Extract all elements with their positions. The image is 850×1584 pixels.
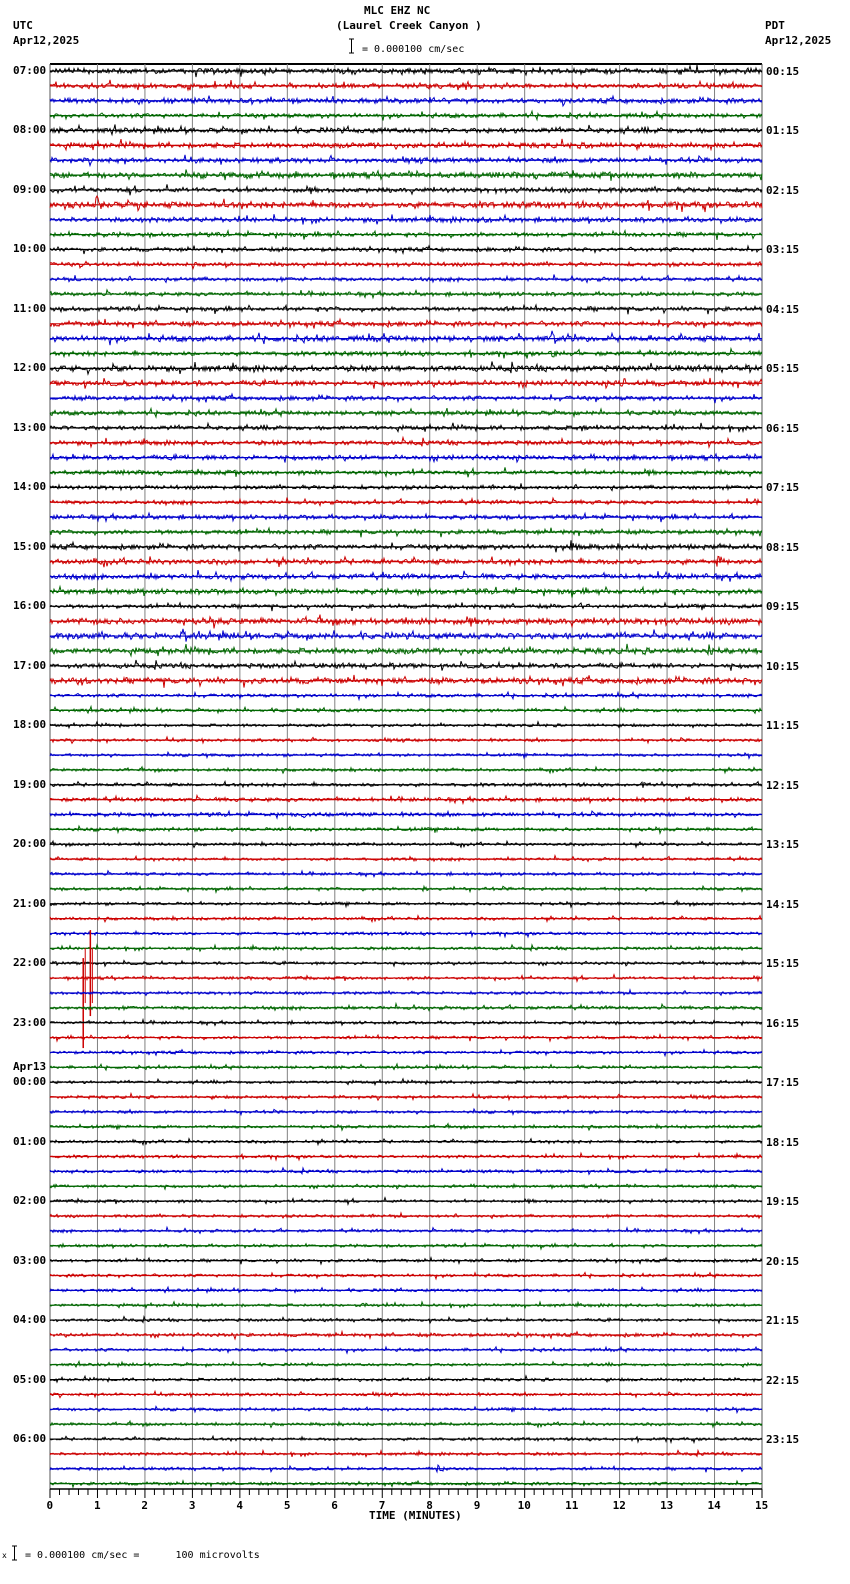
- utc-hour-label: 03:00: [13, 1253, 47, 1267]
- utc-hour-label: 05:00: [13, 1372, 47, 1386]
- right-date: Apr12,2025: [765, 34, 832, 47]
- utc-hour-label: 23:00: [13, 1015, 47, 1029]
- left-date: Apr12,2025: [13, 34, 80, 47]
- footer-scale-text: = 0.000100 cm/sec = 100 microvolts: [25, 1550, 260, 1561]
- trace-line: [50, 305, 762, 314]
- pdt-hour-label: 07:15: [766, 481, 800, 495]
- pdt-hour-label: 21:15: [766, 1314, 800, 1328]
- pdt-hour-label: 11:15: [766, 719, 800, 733]
- x-axis-label: TIME (MINUTES): [369, 1509, 462, 1522]
- trace-line: [50, 675, 762, 688]
- utc-hour-label: 09:00: [13, 182, 47, 196]
- pdt-hour-label: 20:15: [766, 1254, 800, 1268]
- x-tick-label: 2: [141, 1499, 149, 1512]
- pdt-hour-label: 09:15: [766, 600, 800, 614]
- utc-hour-label: 20:00: [13, 837, 47, 851]
- pdt-hour-label: 18:15: [766, 1135, 800, 1149]
- utc-hour-label: 08:00: [13, 123, 47, 137]
- x-tick-label: 6: [331, 1499, 338, 1512]
- utc-hour-label: 10:00: [13, 242, 47, 256]
- trace-line: [50, 231, 762, 240]
- trace-line: [50, 196, 762, 212]
- trace-line: [50, 629, 762, 642]
- pdt-hour-label: 03:15: [766, 243, 800, 257]
- pdt-hour-label: 17:15: [766, 1076, 800, 1090]
- date-change-label: Apr13: [13, 1060, 47, 1074]
- right-timezone: PDT: [765, 19, 785, 32]
- trace-line: [50, 454, 762, 463]
- x-tick-label: 7: [378, 1499, 386, 1512]
- pdt-hour-label: 12:15: [766, 778, 800, 792]
- pdt-hour-label: 06:15: [766, 421, 800, 435]
- trace-line: [50, 125, 762, 135]
- trace-line: [50, 498, 762, 506]
- pdt-hour-label: 22:15: [766, 1373, 800, 1387]
- trace-line: [50, 80, 762, 90]
- utc-hour-label: 18:00: [13, 718, 47, 732]
- x-tick-label: 8: [426, 1499, 433, 1512]
- trace-line: [50, 644, 762, 656]
- x-tick-label: 11: [565, 1499, 579, 1512]
- x-tick-label: 1: [93, 1499, 101, 1512]
- utc-hour-label: 12:00: [13, 361, 47, 375]
- x-tick-label: 15: [755, 1499, 769, 1512]
- station-title: MLC EHZ NC: [364, 4, 431, 17]
- x-tick-label: 14: [707, 1499, 721, 1512]
- trace-line: [50, 570, 762, 582]
- trace-line: [50, 139, 762, 150]
- scale-text: = 0.000100 cm/sec: [362, 44, 465, 55]
- trace-line: [50, 262, 762, 269]
- utc-hour-label: 11:00: [13, 301, 47, 315]
- utc-hour-label: 17:00: [13, 658, 47, 672]
- utc-hour-label: 02:00: [13, 1194, 47, 1208]
- x-tick-label: 3: [188, 1499, 196, 1512]
- x-tick-label: 4: [236, 1499, 243, 1512]
- pdt-hour-label: 13:15: [766, 838, 800, 852]
- utc-hour-label: 22:00: [13, 956, 47, 970]
- station-location: (Laurel Creek Canyon ): [336, 19, 482, 32]
- footer-scale-bar-icon: [11, 1545, 18, 1561]
- x-tick-label: 9: [473, 1499, 481, 1512]
- pdt-hour-label: 19:15: [766, 1195, 800, 1209]
- utc-hour-label: 14:00: [13, 480, 47, 494]
- pdt-hour-label: 01:15: [766, 124, 800, 138]
- pdt-hour-label: 04:15: [766, 302, 800, 316]
- pdt-hour-label: 16:15: [766, 1016, 800, 1030]
- pdt-hour-label: 10:15: [766, 659, 800, 673]
- pdt-hour-label: 08:15: [766, 540, 800, 554]
- pdt-hour-label: 14:15: [766, 897, 800, 911]
- x-tick-label: 5: [283, 1499, 291, 1512]
- utc-hour-label: 06:00: [13, 1432, 47, 1446]
- pdt-hour-label: 23:15: [766, 1433, 800, 1447]
- utc-hour-label: 16:00: [13, 599, 47, 613]
- utc-hour-label: 04:00: [13, 1313, 47, 1327]
- utc-hour-label: 13:00: [13, 420, 47, 434]
- trace-line: [50, 1004, 762, 1011]
- x-tick-label: 0: [46, 1499, 54, 1512]
- trace-line: [50, 275, 762, 283]
- utc-hour-label: 01:00: [13, 1134, 47, 1148]
- footer-scale-prefix: x: [2, 1551, 7, 1560]
- pdt-hour-label: 02:15: [766, 183, 800, 197]
- trace-line: [50, 331, 762, 345]
- left-timezone: UTC: [13, 19, 33, 32]
- pdt-hour-label: 15:15: [766, 957, 800, 971]
- x-tick-label: 10: [517, 1499, 531, 1512]
- utc-hour-label: 21:00: [13, 896, 47, 910]
- pdt-hour-label: 00:15: [766, 65, 800, 78]
- utc-hour-label: 07:00: [13, 64, 47, 77]
- trace-line: [50, 362, 762, 375]
- x-tick-label: 12: [612, 1499, 626, 1512]
- utc-hour-label: 19:00: [13, 777, 47, 791]
- x-tick-label: 13: [660, 1499, 674, 1512]
- utc-hour-label: 00:00: [13, 1075, 47, 1089]
- pdt-hour-label: 05:15: [766, 362, 800, 376]
- utc-hour-label: 15:00: [13, 539, 47, 553]
